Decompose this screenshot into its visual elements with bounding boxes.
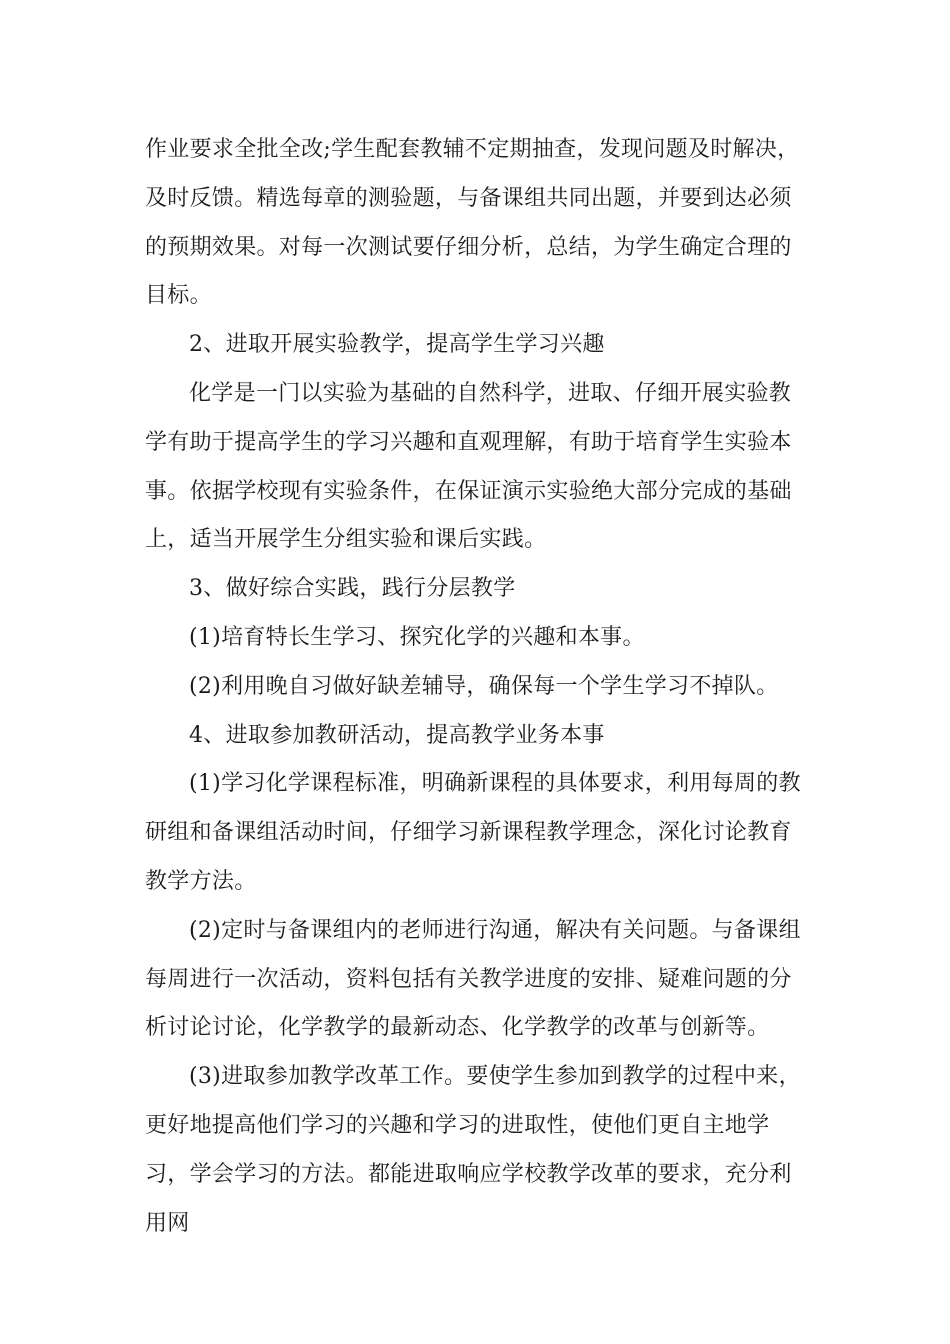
list-item: (2)利用晚自习做好缺差辅导，确保每一个学生学习不掉队。 xyxy=(189,673,779,699)
section-heading-2: 2、进取开展实验教学，提高学生学习兴趣 xyxy=(189,332,605,358)
paragraph-continued: 作业要求全批全改;学生配套教辅不定期抽查，发现问题及时解决，及时反馈。精选每章的测验题，与备课组共同出题，并要到达必须的预期效果。对每一次测试要仔细分析，总结，为学生确定合理的目标。 xyxy=(145,137,800,309)
section-heading-3: 3、做好综合实践，践行分层教学 xyxy=(189,576,516,602)
list-item: (2)定时与备课组内的老师进行沟通，解决有关问题。与备课组每周进行一次活动，资料包括有关教学进度的安排、疑难问题的分析讨论讨论，化学教学的最新动态、化学教学的改革与创新等。 xyxy=(145,917,801,1041)
section-heading-4: 4、进取参加教研活动，提高教学业务本事 xyxy=(189,722,605,748)
document-body xyxy=(145,126,810,1248)
list-item: (3)进取参加教学改革工作。要使学生参加到教学的过程中来，更好地提高他们学习的兴趣和学习的进取性，使他们更自主地学习，学会学习的方法。都能进取响应学校教学改革的要求，充分利用网 xyxy=(145,1064,801,1236)
list-item: (1)培育特长生学习、探究化学的兴趣和本事。 xyxy=(189,624,645,650)
paragraph: 化学是一门以实验为基础的自然科学，进取、仔细开展实验教学有助于提高学生的学习兴趣和直观理解，有助于培育学生实验本事。依据学校现有实验条件，在保证演示实验绝大部分完成的基础上，适当开展学生分组实验和课后实践。 xyxy=(145,380,792,553)
list-item: (1)学习化学课程标准，明确新课程的具体要求，利用每周的教研组和备课组活动时间，仔细学习新课程教学理念，深化讨论教育教学方法。 xyxy=(145,771,801,894)
